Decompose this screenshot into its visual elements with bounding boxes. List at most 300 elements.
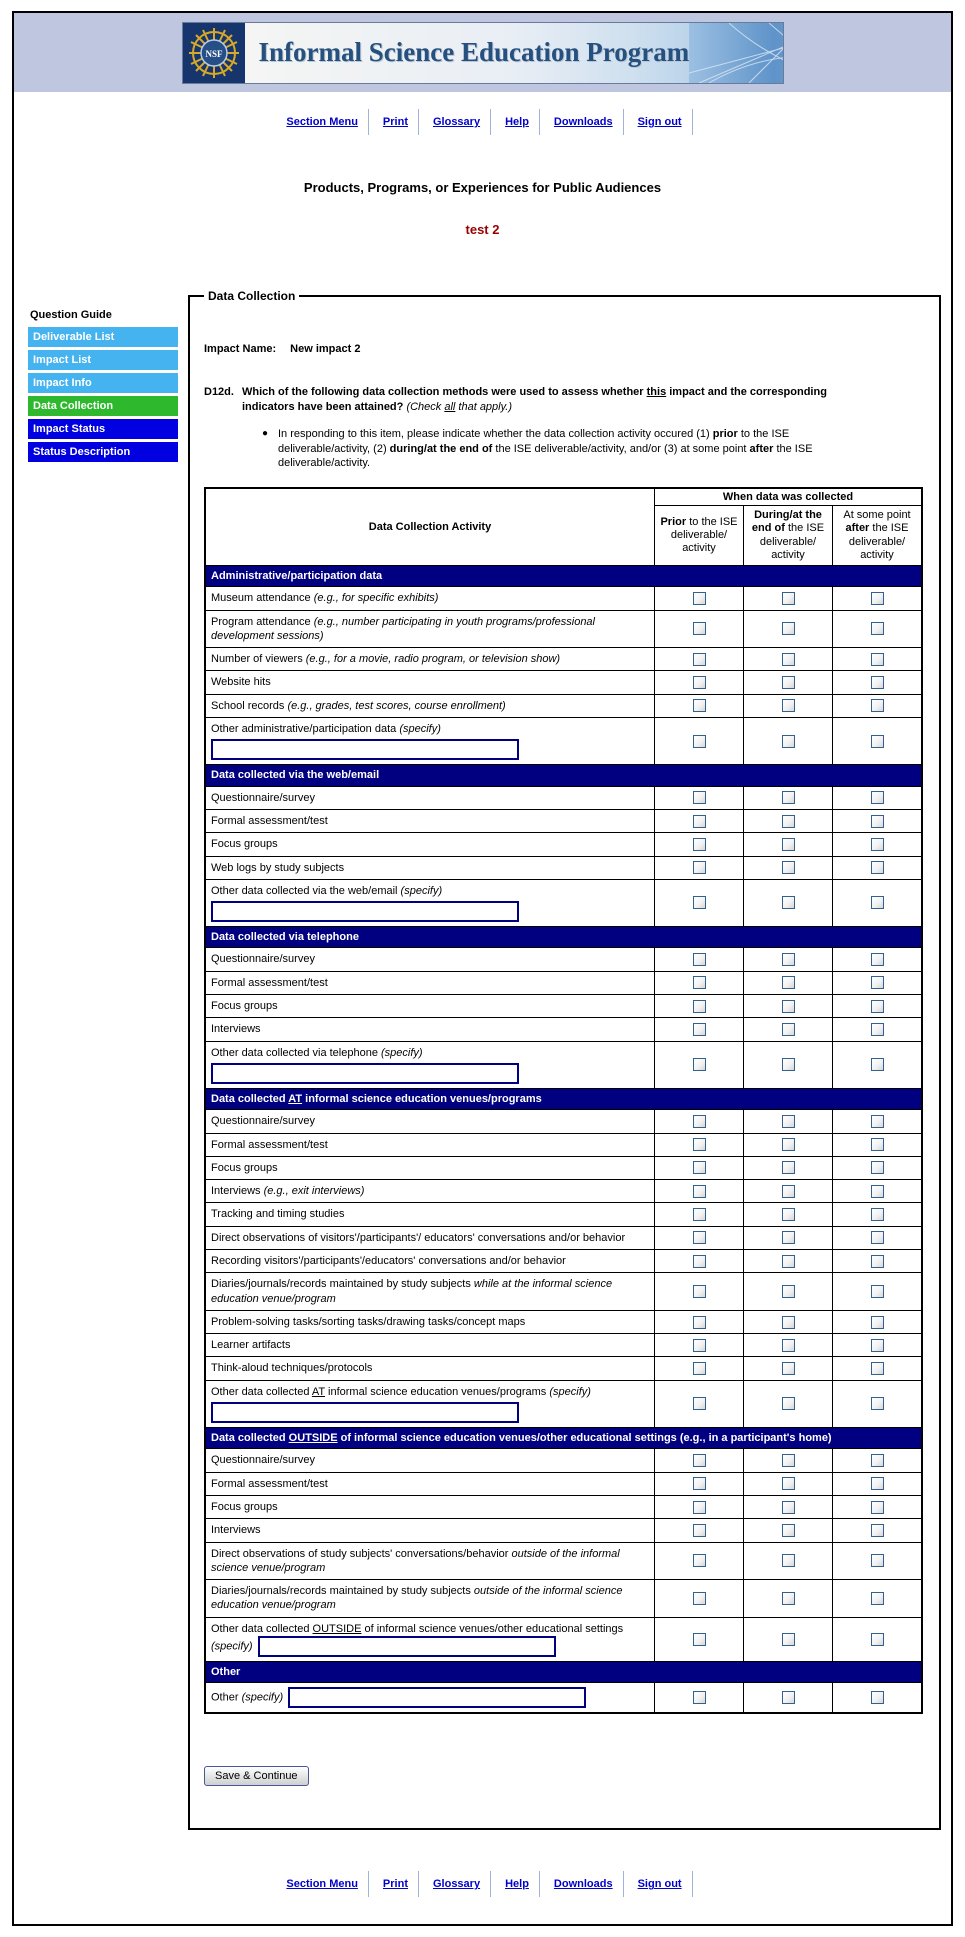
checkbox-during[interactable] [782,1477,795,1490]
checkbox-during[interactable] [782,653,795,666]
table-row [205,1156,922,1179]
nsf-logo-graphic [187,26,241,80]
checkbox-cell [833,648,923,671]
checkbox-cell [655,1110,744,1133]
checkbox-after[interactable] [871,1454,884,1467]
checkbox-during[interactable] [782,976,795,989]
activity-label: Formal assessment/test [211,1477,328,1490]
activity-label: Direct observations of visitors'/participants'/ educators' conversations and/or behavior [211,1231,626,1244]
activity-label: Diaries/journals/records maintained by study subjects outside of the informal science education venue/program [211,1585,623,1612]
table-row [205,1519,922,1542]
activity-label: Other data collected OUTSIDE of informal science venues/other educational settings (specify) [211,1622,624,1653]
checkbox-cell [655,948,744,971]
checkbox-cell [833,671,923,694]
activity-label: Focus groups [211,838,278,851]
checkbox-cell [744,1380,833,1427]
column-header-after: At some point after the ISE deliverable/ activity [833,506,923,566]
table-row [205,856,922,879]
checkbox-prior[interactable] [693,1138,706,1151]
checkbox-prior[interactable] [693,1554,706,1567]
table-row [205,1357,922,1380]
checkbox-after[interactable] [871,1362,884,1375]
nav-separator [623,109,624,135]
checkbox-prior[interactable] [693,1000,706,1013]
checkbox-after[interactable] [871,1501,884,1514]
checkbox-after[interactable] [871,653,884,666]
table-row [205,1018,922,1041]
activity-label: School records (e.g., grades, test scores, course enrollment) [211,699,506,712]
table-row [205,1683,922,1714]
checkbox-cell [833,1472,923,1495]
checkbox-cell [655,786,744,809]
checkbox-after[interactable] [871,1524,884,1537]
table-row [205,1203,922,1226]
checkbox-prior[interactable] [693,1185,706,1198]
checkbox-during[interactable] [782,622,795,635]
checkbox-prior[interactable] [693,861,706,874]
checkbox-after[interactable] [871,1477,884,1490]
checkbox-cell [744,1617,833,1661]
checkbox-cell [833,1018,923,1041]
activity-label: Direct observations of study subjects' conversations/behavior outside of the informal science venue/program [211,1547,620,1574]
checkbox-cell [833,1249,923,1272]
checkbox-prior[interactable] [693,815,706,828]
checkbox-prior[interactable] [693,1161,706,1174]
activity-label: Other data collected via telephone (specify) [211,1046,423,1059]
checkbox-prior[interactable] [693,1592,706,1605]
checkbox-cell [655,1357,744,1380]
checkbox-during[interactable] [782,896,795,909]
checkbox-prior[interactable] [693,1285,706,1298]
nav-link-sign-out[interactable]: Sign out [637,1878,682,1891]
activity-label: Diaries/journals/records maintained by study subjects while at the informal science education venue/program [211,1278,613,1305]
checkbox-after[interactable] [871,1138,884,1151]
activity-label: Recording visitors'/participants'/educators' conversations and/or behavior [211,1254,566,1267]
checkbox-cell [744,971,833,994]
specify-input[interactable] [288,1687,586,1708]
nav-link-downloads[interactable]: Downloads [553,116,613,128]
specify-input[interactable] [211,901,519,922]
table-row [205,1580,922,1618]
checkbox-prior[interactable] [693,1023,706,1036]
checkbox-prior[interactable] [693,1477,706,1490]
checkbox-prior[interactable] [693,699,706,712]
checkbox-after[interactable] [871,1554,884,1567]
activity-label: Focus groups [211,1500,278,1513]
checkbox-cell [833,1519,923,1542]
checkbox-cell [744,671,833,694]
checkbox-after[interactable] [871,791,884,804]
specify-input[interactable] [211,739,519,760]
checkbox-cell [833,1273,923,1311]
checkbox-prior[interactable] [693,1208,706,1221]
table-row [205,1617,922,1661]
checkbox-during[interactable] [782,1285,795,1298]
checkbox-cell [744,1472,833,1495]
checkbox-after[interactable] [871,1023,884,1036]
checkbox-cell [744,1449,833,1472]
checkbox-cell [833,694,923,717]
table-row [205,694,922,717]
checkbox-cell [744,694,833,717]
bottom-nav [14,1870,951,1898]
checkbox-during[interactable] [782,1231,795,1244]
checkbox-cell [744,1357,833,1380]
checkbox-during[interactable] [782,1161,795,1174]
checkbox-after[interactable] [871,1592,884,1605]
checkbox-after[interactable] [871,1161,884,1174]
table-row [205,1380,922,1427]
nav-link-section-menu[interactable]: Section Menu [286,116,358,128]
table-row [205,1226,922,1249]
checkbox-cell [744,856,833,879]
sidebar-item-impact-list[interactable]: Impact List [28,350,178,370]
checkbox-cell [833,833,923,856]
checkbox-after[interactable] [871,976,884,989]
table-row [205,879,922,926]
fieldset-legend: Data Collection [208,289,296,303]
checkbox-cell [655,809,744,832]
checkbox-cell [655,1273,744,1311]
save-continue-button[interactable]: Save & Continue [204,1766,309,1786]
checkbox-during[interactable] [782,1255,795,1268]
checkbox-after[interactable] [871,1255,884,1268]
activity-label: Museum attendance (e.g., for specific exhibits) [211,592,439,605]
checkbox-prior[interactable] [693,1691,706,1704]
table-row [205,786,922,809]
nav-link-section-menu[interactable]: Section Menu [286,1878,358,1891]
section-header-row [205,1428,922,1449]
checkbox-during[interactable] [782,1138,795,1151]
checkbox-cell [655,694,744,717]
checkbox-after[interactable] [871,676,884,689]
checkbox-during[interactable] [782,1397,795,1410]
top-nav [14,108,951,136]
checkbox-prior[interactable] [693,976,706,989]
checkbox-cell [655,1226,744,1249]
checkbox-after[interactable] [871,1208,884,1221]
checkbox-cell [655,1380,744,1427]
checkbox-after[interactable] [871,1285,884,1298]
section-header-row [205,1662,922,1683]
checkbox-cell [833,1203,923,1226]
sidebar-item-impact-info[interactable]: Impact Info [28,373,178,393]
checkbox-after[interactable] [871,1115,884,1128]
question-d12d [204,385,927,415]
checkbox-prior[interactable] [693,735,706,748]
checkbox-cell [655,1472,744,1495]
nav-separator [368,109,369,135]
specify-input[interactable] [211,1063,519,1084]
checkbox-cell [744,648,833,671]
checkbox-cell [744,879,833,926]
data-collection-table [204,487,923,1714]
checkbox-after[interactable] [871,1397,884,1410]
activity-label: Think-aloud techniques/protocols [211,1362,373,1375]
checkbox-after[interactable] [871,815,884,828]
checkbox-prior[interactable] [693,953,706,966]
sidebar-item-status-description[interactable]: Status Description [28,442,178,462]
checkbox-during[interactable] [782,1185,795,1198]
section-header-row [205,927,922,948]
checkbox-after[interactable] [871,896,884,909]
table-row [205,648,922,671]
checkbox-cell [833,1449,923,1472]
checkbox-prior[interactable] [693,1524,706,1537]
checkbox-cell [744,995,833,1018]
activity-label: Focus groups [211,1000,278,1013]
checkbox-during[interactable] [782,1454,795,1467]
checkbox-prior[interactable] [693,1454,706,1467]
checkbox-prior[interactable] [693,622,706,635]
checkbox-during[interactable] [782,1592,795,1605]
checkbox-prior[interactable] [693,838,706,851]
activity-label: Number of viewers (e.g., for a movie, radio program, or television show) [211,653,561,666]
checkbox-after[interactable] [871,1316,884,1329]
checkbox-after[interactable] [871,861,884,874]
checkbox-cell [655,1203,744,1226]
activity-label: Tracking and timing studies [211,1208,345,1221]
checkbox-cell [744,1018,833,1041]
activity-label: Formal assessment/test [211,1138,328,1151]
checkbox-cell [744,1203,833,1226]
checkbox-cell [833,809,923,832]
activity-label: Other (specify) [211,1691,284,1704]
table-row [205,995,922,1018]
specify-input[interactable] [258,1636,556,1657]
question-text: Which of the following data collection methods were used to assess whether this impact and the corresponding indicators have been attained? (Check all that apply.) [242,386,827,413]
checkbox-cell [655,1334,744,1357]
table-row [205,809,922,832]
bullet-icon: ● [262,427,269,439]
checkbox-cell [744,1249,833,1272]
table-row [205,1110,922,1133]
checkbox-cell [655,671,744,694]
checkbox-during[interactable] [782,1501,795,1514]
checkbox-during[interactable] [782,815,795,828]
checkbox-cell [655,1133,744,1156]
nav-separator [539,1871,540,1897]
checkbox-cell [744,948,833,971]
table-row [205,1449,922,1472]
checkbox-cell [655,1519,744,1542]
checkbox-cell [655,856,744,879]
checkbox-cell [744,1273,833,1311]
checkbox-cell [833,948,923,971]
checkbox-cell [744,809,833,832]
checkbox-cell [655,1542,744,1580]
checkbox-during[interactable] [782,838,795,851]
instruction-text: In responding to this item, please indicate whether the data collection activity occured (1) prior to the ISE deliverable/activity, (2) during/at the end of the ISE deliverable/activity, and/or (3) at some point after the ISE deliverable/activity. [278,427,813,470]
checkbox-during[interactable] [782,1058,795,1071]
checkbox-after[interactable] [871,735,884,748]
checkbox-during[interactable] [782,1554,795,1567]
table-row [205,1495,922,1518]
nav-separator [418,109,419,135]
checkbox-prior[interactable] [693,1115,706,1128]
checkbox-cell [655,1041,744,1088]
table-row [205,1334,922,1357]
table-row [205,1472,922,1495]
banner-title: Informal Science Education Program [258,37,690,67]
checkbox-cell [833,1133,923,1156]
table-row [205,1180,922,1203]
checkbox-after[interactable] [871,1000,884,1013]
checkbox-cell [833,610,923,648]
checkbox-cell [655,1449,744,1472]
checkbox-prior[interactable] [693,1339,706,1352]
checkbox-during[interactable] [782,1633,795,1646]
table-row [205,948,922,971]
nav-link-print[interactable]: Print [382,116,408,128]
checkbox-during[interactable] [782,1691,795,1704]
checkbox-cell [655,587,744,610]
sidebar-item-data-collection[interactable]: Data Collection [28,396,178,416]
checkbox-cell [655,718,744,765]
section-header-row [205,565,922,586]
checkbox-cell [655,648,744,671]
activity-label: Formal assessment/test [211,814,328,827]
section-header: Administrative/participation data [205,565,922,586]
checkbox-prior[interactable] [693,1316,706,1329]
checkbox-prior[interactable] [693,592,706,605]
page-frame [12,11,953,1926]
checkbox-prior[interactable] [693,896,706,909]
checkbox-cell [833,971,923,994]
checkbox-prior[interactable] [693,1058,706,1071]
checkbox-after[interactable] [871,1185,884,1198]
checkbox-after[interactable] [871,622,884,635]
checkbox-during[interactable] [782,735,795,748]
checkbox-cell [833,1156,923,1179]
checkbox-during[interactable] [782,861,795,874]
checkbox-during[interactable] [782,1524,795,1537]
activity-label: Program attendance (e.g., number participating in youth programs/professional development sessions) [211,615,595,642]
nav-link-glossary[interactable]: Glossary [432,1878,481,1891]
checkbox-during[interactable] [782,1023,795,1036]
nsf-logo-icon [183,23,245,83]
activity-label: Learner artifacts [211,1339,291,1352]
checkbox-after[interactable] [871,1339,884,1352]
checkbox-cell [655,833,744,856]
checkbox-prior[interactable] [693,1501,706,1514]
nav-link-sign-out[interactable]: Sign out [637,116,682,128]
checkbox-cell [744,1519,833,1542]
checkbox-prior[interactable] [693,676,706,689]
checkbox-during[interactable] [782,699,795,712]
svg-text:NSF: NSF [204,48,223,59]
table-row [205,1133,922,1156]
nav-link-help[interactable]: Help [505,116,529,128]
checkbox-during[interactable] [782,1362,795,1375]
activity-label: Focus groups [211,1161,278,1174]
checkbox-cell [744,1180,833,1203]
checkbox-after[interactable] [871,699,884,712]
nav-separator [368,1871,369,1897]
checkbox-prior[interactable] [693,1231,706,1244]
activity-label: Questionnaire/survey [211,791,315,804]
checkbox-during[interactable] [782,592,795,605]
checkbox-during[interactable] [782,1115,795,1128]
checkbox-during[interactable] [782,953,795,966]
checkbox-during[interactable] [782,791,795,804]
column-header-during: During/at the end of the ISE deliverable/ activity [744,506,833,566]
checkbox-cell [655,1156,744,1179]
checkbox-after[interactable] [871,1691,884,1704]
checkbox-cell [744,1133,833,1156]
checkbox-after[interactable] [871,1231,884,1244]
activity-label: Interviews [211,1524,261,1537]
checkbox-after[interactable] [871,953,884,966]
activity-label: Other administrative/participation data (specify) [211,723,441,736]
checkbox-cell [655,1495,744,1518]
checkbox-after[interactable] [871,592,884,605]
checkbox-during[interactable] [782,1339,795,1352]
nav-separator [692,109,693,135]
checkbox-cell [655,1617,744,1661]
checkbox-cell [833,856,923,879]
section-header: Other [205,1662,922,1683]
checkbox-cell [833,1683,923,1714]
nav-link-print[interactable]: Print [382,1878,408,1891]
checkbox-cell [833,587,923,610]
checkbox-cell [833,786,923,809]
sidebar-item-impact-status[interactable]: Impact Status [28,419,178,439]
main-layout [14,289,951,1830]
nav-link-glossary[interactable]: Glossary [432,116,481,128]
checkbox-after[interactable] [871,1633,884,1646]
checkbox-prior[interactable] [693,1255,706,1268]
checkbox-prior[interactable] [693,1362,706,1375]
column-header-prior: Prior to the ISE deliverable/ activity [655,506,744,566]
checkbox-cell [744,718,833,765]
sidebar-item-deliverable-list[interactable]: Deliverable List [28,327,178,347]
header-band [14,13,951,92]
checkbox-during[interactable] [782,1208,795,1221]
question-note: (Check all that apply.) [406,400,513,413]
checkbox-after[interactable] [871,838,884,851]
table-row [205,971,922,994]
checkbox-cell [655,1180,744,1203]
checkbox-cell [833,1617,923,1661]
checkbox-prior[interactable] [693,1397,706,1410]
checkbox-after[interactable] [871,1058,884,1071]
nav-link-help[interactable]: Help [505,1878,529,1891]
checkbox-during[interactable] [782,676,795,689]
checkbox-cell [744,1495,833,1518]
activity-label: Other data collected AT informal science education venues/programs (specify) [211,1385,591,1398]
checkbox-prior[interactable] [693,653,706,666]
checkbox-cell [744,1683,833,1714]
nav-separator [490,1871,491,1897]
checkbox-during[interactable] [782,1316,795,1329]
nav-separator [418,1871,419,1897]
nav-separator [692,1871,693,1897]
specify-input[interactable] [211,1402,519,1423]
checkbox-during[interactable] [782,1000,795,1013]
activity-label: Formal assessment/test [211,976,328,989]
table-row [205,833,922,856]
nav-link-downloads[interactable]: Downloads [553,1878,613,1891]
column-header-when: When data was collected [655,488,923,506]
activity-label: Questionnaire/survey [211,1454,315,1467]
impact-name-value: New impact 2 [290,343,361,355]
checkbox-prior[interactable] [693,791,706,804]
table-row [205,610,922,648]
checkbox-cell [833,1380,923,1427]
impact-name-label: Impact Name: [204,343,277,355]
checkbox-prior[interactable] [693,1633,706,1646]
